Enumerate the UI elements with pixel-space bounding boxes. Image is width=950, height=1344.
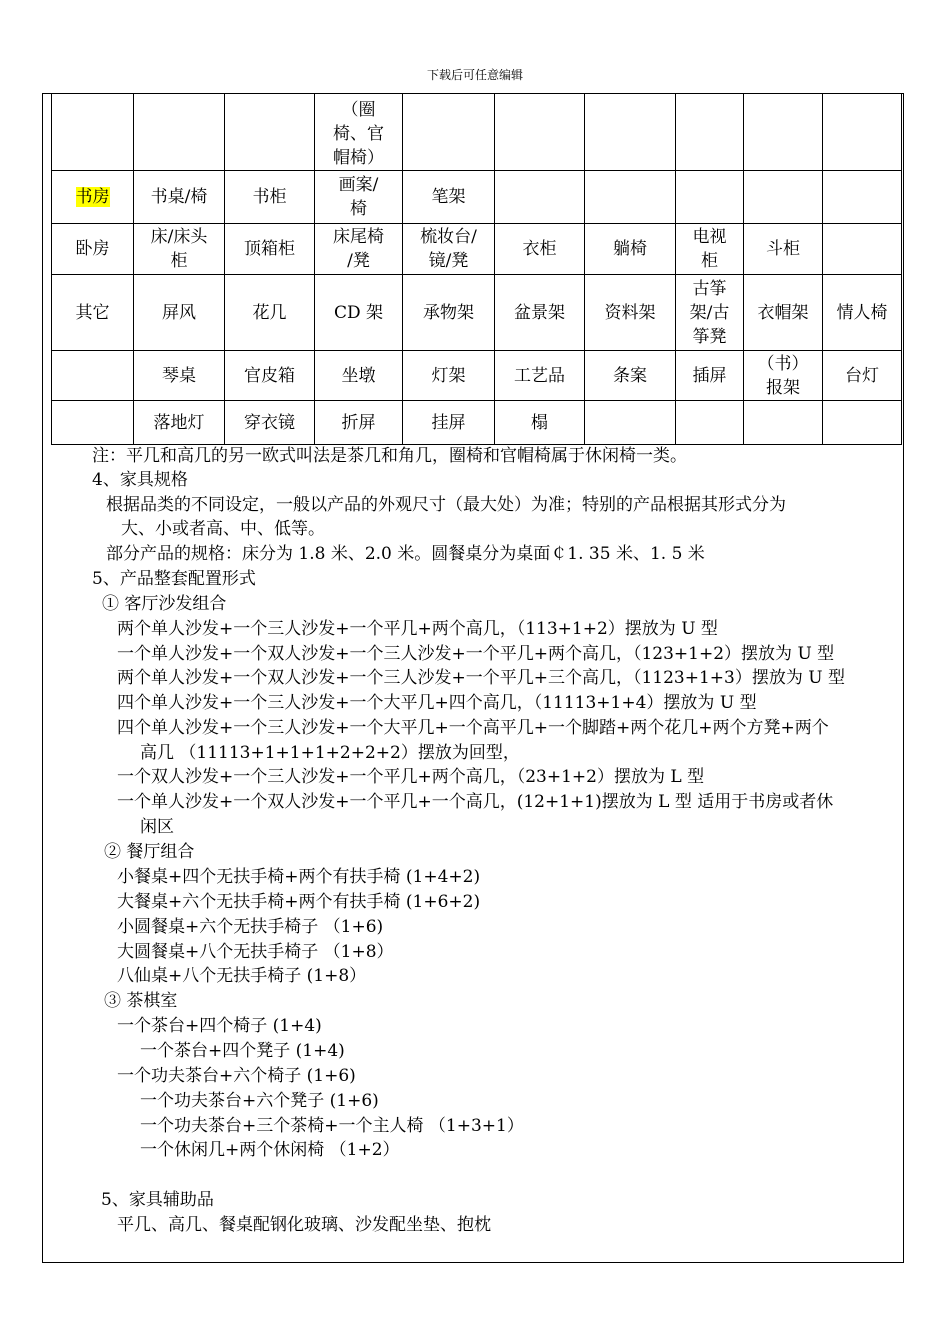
cell-text: 资料架: [604, 302, 656, 323]
table-cell: [52, 275, 134, 351]
cell-text: 承物架: [423, 302, 474, 323]
table-cell: [676, 351, 744, 401]
cell-text: 椅: [350, 199, 367, 219]
cell-text: 笔架: [431, 187, 466, 207]
cell-text: 灯架: [431, 365, 466, 386]
table-row: [52, 401, 902, 445]
text-line: 一个茶台+四个凳子 (1+4): [140, 1041, 345, 1061]
table-cell: [676, 275, 744, 351]
text-line: 两个单人沙发+一个双人沙发+一个三人沙发+一个平几+三个高几，（1123+1+3）摆放为 U 型: [117, 668, 845, 688]
cell-text: 插屏: [692, 365, 727, 386]
cell-text: 柜: [701, 251, 718, 271]
text-line: 大、小或者高、中、低等。: [121, 519, 325, 539]
cell-text: 卧房: [75, 239, 110, 259]
cell-text: 花几: [252, 302, 287, 323]
page-header: 下载后可任意编辑: [426, 68, 523, 82]
text-line: ③ 茶棋室: [104, 991, 178, 1011]
table-cell: [403, 224, 495, 275]
table-cell: [744, 171, 823, 224]
table-cell: [315, 224, 403, 275]
text-line: 一个休闲几+两个休闲椅 （1+2）: [140, 1140, 400, 1160]
cell-text: 工艺品: [514, 365, 565, 386]
text-line: 高几 （11113+1+1+1+2+2+2）摆放为回型，: [140, 743, 520, 763]
table-cell: [495, 94, 585, 171]
cell-text: 榻: [531, 412, 548, 433]
table-cell: [225, 171, 315, 224]
table-cell: [585, 224, 676, 275]
cell-text: 书柜: [252, 187, 287, 207]
text-line: 5、家具辅助品: [101, 1190, 214, 1210]
text-line: 平几、高几、餐桌配钢化玻璃、沙发配坐垫、抱枕: [117, 1215, 491, 1235]
table-cell: [495, 275, 585, 351]
table-cell: [823, 171, 902, 224]
cell-text: 顶箱柜: [244, 239, 295, 259]
table-cell: [676, 224, 744, 275]
table-cell: [315, 351, 403, 401]
table-cell: [495, 224, 585, 275]
table-cell: [52, 351, 134, 401]
text-line: 小圆餐桌+六个无扶手椅子 （1+6): [117, 917, 384, 937]
cell-text: 筝凳: [692, 326, 727, 347]
table-cell: [823, 401, 902, 445]
text-line: 一个双人沙发+一个三人沙发+一个平几+两个高几，（23+1+2）摆放为 L 型: [117, 767, 705, 787]
cell-text: 电视: [692, 227, 727, 247]
table-cell: [744, 351, 823, 401]
table-cell: [225, 351, 315, 401]
table-row: [52, 94, 902, 171]
table-cell: [823, 275, 902, 351]
table-cell: [315, 401, 403, 445]
table-cell: [134, 351, 225, 401]
cell-text: 柜: [170, 251, 188, 271]
cell-text: 穿衣镜: [244, 412, 295, 433]
table-cell: [134, 401, 225, 445]
text-line: ① 客厅沙发组合: [102, 594, 227, 614]
table-cell: [585, 351, 676, 401]
text-line: 一个茶台+四个椅子 (1+4): [117, 1016, 322, 1036]
table-cell: [744, 224, 823, 275]
cell-text: 书桌/椅: [150, 187, 208, 207]
cell-text: CD 架: [333, 302, 384, 323]
cell-text: 坐墩: [341, 365, 376, 386]
cell-text: 条案: [613, 365, 647, 386]
cell-text: 报架: [766, 377, 800, 398]
cell-text: 盆景架: [514, 302, 565, 323]
table-cell: [823, 224, 902, 275]
text-line: 4、家具规格: [92, 470, 188, 490]
cell-text: 台灯: [845, 365, 879, 386]
text-line: 5、产品整套配置形式: [92, 569, 256, 589]
table-row: [52, 171, 902, 224]
cell-text: （书）: [757, 353, 809, 374]
cell-text: 床尾椅: [333, 227, 384, 247]
text-line: 一个单人沙发+一个双人沙发+一个三人沙发+一个平几+两个高几，（123+1+2）摆放为 U 型: [117, 644, 835, 664]
cell-text: 梳妆台/: [420, 227, 477, 247]
table-cell: [225, 94, 315, 171]
table-cell: [403, 351, 495, 401]
cell-text: 古筝: [692, 278, 727, 299]
cell-text: 躺椅: [613, 239, 647, 259]
table-cell: [676, 171, 744, 224]
text-line: 一个功夫茶台+三个茶椅+一个主人椅 （1+3+1）: [140, 1116, 524, 1136]
table-cell: [403, 94, 495, 171]
table-cell: [134, 94, 225, 171]
cell-text: 官皮箱: [244, 365, 295, 386]
table-cell: [585, 94, 676, 171]
text-line: 部分产品的规格：床分为 1.8 米、2.0 米。圆餐桌分为桌面￠1. 35 米、1. 5 米: [106, 544, 705, 564]
text-line: 闲区: [140, 817, 174, 837]
cell-text: 挂屏: [431, 412, 466, 433]
text-line: 一个功夫茶台+六个椅子 (1+6): [117, 1066, 356, 1086]
text-line: ② 餐厅组合: [104, 842, 195, 862]
cell-text: 其它: [75, 302, 110, 323]
cell-text: 斗柜: [766, 239, 800, 259]
cell-text: 帽椅）: [333, 148, 384, 168]
cell-text: 衣帽架: [757, 302, 809, 323]
cell-text: /凳: [347, 251, 370, 271]
furniture-table: [51, 93, 902, 445]
cell-text: 落地灯: [153, 412, 205, 433]
table-cell: [823, 351, 902, 401]
cell-text: 架/古: [689, 302, 730, 323]
table-cell: [134, 224, 225, 275]
table-cell: [315, 94, 403, 171]
table-cell: [676, 401, 744, 445]
table-cell: [315, 275, 403, 351]
cell-text: 书房: [75, 187, 110, 207]
cell-text: 床/床头: [150, 227, 208, 247]
text-line: 四个单人沙发+一个三人沙发+一个大平几+一个高平几+一个脚踏+两个花几+两个方凳+两个: [117, 718, 829, 738]
table-row: [52, 275, 902, 351]
text-line: 根据品类的不同设定，一般以产品的外观尺寸（最大处）为准；特别的产品根据其形式分为: [106, 495, 786, 515]
table-row: [52, 224, 902, 275]
table-cell: [315, 171, 403, 224]
cell-text: 衣柜: [522, 239, 557, 259]
table-cell: [585, 401, 676, 445]
table-cell: [744, 401, 823, 445]
table-cell: [403, 275, 495, 351]
cell-text: 折屏: [341, 412, 376, 433]
cell-text: 琴桌: [162, 365, 196, 386]
text-line: 注：平几和高几的另一欧式叫法是茶几和角几，圈椅和官帽椅属于休闲椅一类。: [92, 446, 687, 466]
cell-text: 情人椅: [836, 302, 888, 323]
table-cell: [403, 401, 495, 445]
table-cell: [134, 275, 225, 351]
text-line: 八仙桌+八个无扶手椅子 (1+8）: [117, 966, 367, 986]
text-line: 两个单人沙发+一个三人沙发+一个平几+两个高几，（113+1+2）摆放为 U 型: [117, 619, 718, 639]
table-cell: [225, 401, 315, 445]
text-line: 小餐桌+四个无扶手椅+两个有扶手椅 (1+4+2): [117, 867, 481, 887]
text-line: 大餐桌+六个无扶手椅+两个有扶手椅 (1+6+2): [117, 892, 481, 912]
table-row: [52, 351, 902, 401]
table-cell: [52, 171, 134, 224]
table-cell: [744, 94, 823, 171]
table-cell: [52, 94, 134, 171]
table-cell: [495, 171, 585, 224]
cell-text: 镜/凳: [428, 251, 469, 271]
table-cell: [52, 224, 134, 275]
table-cell: [495, 401, 585, 445]
text-line: 大圆餐桌+八个无扶手椅子 （1+8）: [117, 942, 394, 962]
text-line: 一个单人沙发+一个双人沙发+一个平几+一个高几，(12+1+1)摆放为 L 型 适用于书房或者休: [117, 792, 834, 812]
cell-text: 屏风: [162, 302, 196, 323]
table-cell: [403, 171, 495, 224]
table-cell: [823, 94, 902, 171]
table-cell: [676, 94, 744, 171]
text-line: 四个单人沙发+一个三人沙发+一个大平几+四个高几，（11113+1+4）摆放为 U 型: [117, 693, 757, 713]
table-cell: [225, 224, 315, 275]
cell-text: （圈: [341, 100, 376, 120]
text-line: 一个功夫茶台+六个凳子 (1+6): [140, 1091, 379, 1111]
table-cell: [134, 171, 225, 224]
table-cell: [585, 171, 676, 224]
table-cell: [495, 351, 585, 401]
table-cell: [744, 275, 823, 351]
cell-text: 椅、官: [333, 124, 384, 144]
table-cell: [225, 275, 315, 351]
table-cell: [585, 275, 676, 351]
cell-text: 画案/: [338, 175, 379, 195]
table-cell: [52, 401, 134, 445]
